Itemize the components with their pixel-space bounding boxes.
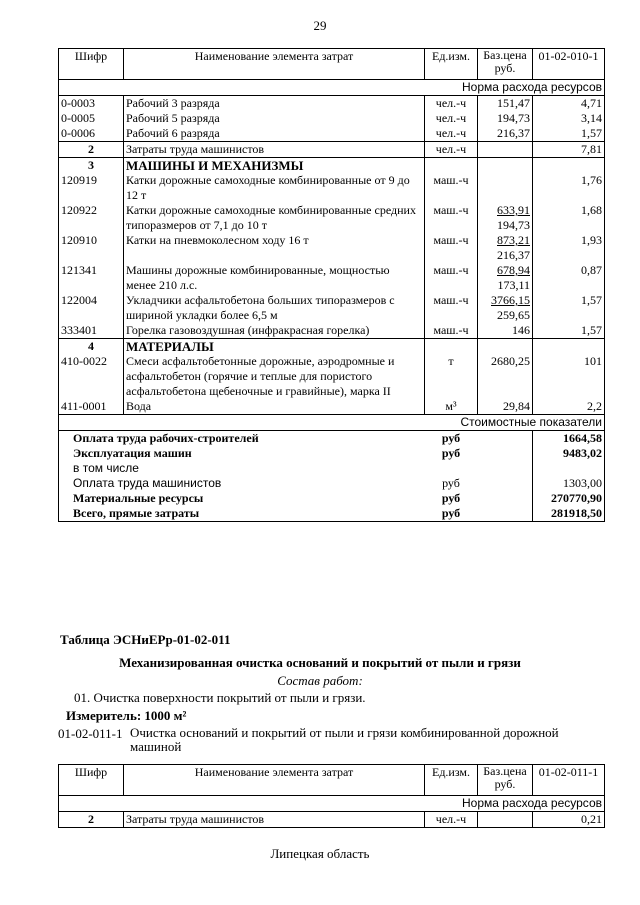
footer-region: Липецкая область [270, 846, 370, 861]
row-price-main: 146 [512, 323, 530, 337]
table2-header-row [59, 765, 605, 796]
resource-table-1 [58, 48, 605, 522]
cost-label-row [59, 415, 605, 431]
row-unit: маш.-ч [425, 203, 478, 233]
table-header-row [59, 49, 605, 80]
summary-empty [478, 446, 533, 461]
row-price-secondary: 216,37 [497, 248, 530, 262]
table-row [59, 173, 605, 203]
row-code: 0-0003 [59, 96, 124, 112]
row-name: Машины дорожные комбинированные, мощностью менее 210 л.с. [124, 263, 425, 293]
norm-label: Норма расхода ресурсов [533, 80, 605, 96]
row-unit: м³ [425, 399, 478, 415]
row-name: Катки дорожные самоходные комбинированные от 9 до 12 т [124, 173, 425, 203]
row-price-main: 2680,25 [491, 354, 530, 368]
row-price [478, 399, 533, 415]
row-name: Катки на пневмоколесном ходу 16 т [124, 233, 425, 263]
row-code: 2 [59, 142, 124, 158]
header-col: 01-02-010-1 [533, 49, 605, 80]
table-row [59, 203, 605, 233]
row-value: 7,81 [533, 142, 605, 158]
table-row [59, 293, 605, 323]
summary-name: в том числе [59, 461, 425, 476]
row-name: Затраты труда машинистов [124, 812, 425, 828]
row-unit: маш.-ч [425, 173, 478, 203]
row-value: 1,57 [533, 323, 605, 339]
table-row [59, 323, 605, 339]
section-heading: Механизированная очистка оснований и покрытий от пыли и грязи [119, 655, 521, 670]
summary-value: 1303,00 [533, 476, 605, 491]
row-name: Рабочий 6 разряда [124, 126, 425, 142]
row-price [478, 158, 533, 174]
summary-unit: руб [425, 506, 478, 522]
row-price [478, 354, 533, 399]
summary-row [59, 431, 605, 447]
table-row [59, 142, 605, 158]
row-unit: маш.-ч [425, 293, 478, 323]
row-value: 4,71 [533, 96, 605, 112]
row-name: Горелка газовоздушная (инфракрасная горелка) [124, 323, 425, 339]
table-row [59, 126, 605, 142]
row-price-secondary: 173,11 [497, 278, 530, 292]
row-value: 1,76 [533, 173, 605, 203]
row-unit: чел.-ч [425, 96, 478, 112]
row-price [478, 96, 533, 112]
row-name: Рабочий 3 разряда [124, 96, 425, 112]
item-code: 01-02-011-1 [58, 726, 123, 741]
row-price-main: 216,37 [497, 126, 530, 140]
summary-empty [478, 461, 533, 476]
row-unit: чел.-ч [425, 126, 478, 142]
row-name: Вода [124, 399, 425, 415]
row-price-main: 29,84 [503, 399, 530, 413]
row-unit: чел.-ч [425, 142, 478, 158]
summary-empty [478, 476, 533, 491]
measure: Измеритель: 1000 м² [66, 708, 187, 723]
row-unit [425, 339, 478, 355]
table-row [59, 233, 605, 263]
summary-unit: руб [425, 431, 478, 447]
summary-unit: руб [442, 476, 460, 490]
summary-name: Всего, прямые затраты [59, 506, 425, 522]
header-unit: Ед.изм. [425, 49, 478, 80]
row-price [478, 263, 533, 293]
row-price-main: 678,94 [497, 263, 530, 277]
header-col: 01-02-011-1 [533, 765, 605, 796]
row-value [533, 158, 605, 174]
summary-unit: руб [441, 491, 461, 505]
row-value: 1,93 [533, 233, 605, 263]
summary-value: 1664,58 [533, 431, 605, 447]
row-name: МАТЕРИАЛЫ [124, 339, 425, 355]
row-unit: т [425, 354, 478, 399]
row-value [533, 339, 605, 355]
header-name: Наименование элемента затрат [124, 765, 425, 796]
row-code: 2 [59, 812, 124, 828]
summary-unit: руб [441, 446, 461, 460]
row-value: 3,14 [533, 111, 605, 126]
summary-empty [478, 506, 533, 522]
row-price [478, 293, 533, 323]
norm-label-row [59, 80, 605, 96]
row-value: 0,21 [533, 812, 605, 828]
header-price: Баз.цена руб. [478, 49, 533, 80]
row-price-main: 151,47 [497, 96, 530, 110]
row-value: 1,57 [533, 126, 605, 142]
header-code: Шифр [59, 765, 124, 796]
row-code: 3 [59, 158, 124, 174]
row-code: 120910 [59, 233, 124, 263]
row-name: МАШИНЫ И МЕХАНИЗМЫ [124, 158, 425, 174]
row-price-secondary: 259,65 [497, 308, 530, 322]
row-price-secondary: 194,73 [497, 218, 530, 232]
summary-name: Оплата труда машинистов [59, 476, 425, 491]
row-price [478, 339, 533, 355]
summary-name: Эксплуатация машин [59, 446, 425, 461]
work-title: Состав работ: [277, 673, 363, 688]
row-code: 120922 [59, 203, 124, 233]
work-item: 01. Очистка поверхности покрытий от пыли и грязи. [74, 690, 366, 705]
table-row [59, 354, 605, 399]
summary-value: 270770,90 [533, 491, 605, 506]
summary-row [59, 446, 605, 461]
table-row [59, 399, 605, 415]
row-unit: маш.-ч [425, 233, 478, 263]
header-unit: Ед.изм. [425, 765, 478, 796]
summary-empty [478, 491, 533, 506]
row-unit: маш.-ч [425, 263, 478, 293]
row-name: Смеси асфальтобетонные дорожные, аэродромные и асфальтобетон (горячие и теплые для пористого асфальтобетона щебеночные и гравийные), марка II [124, 354, 425, 399]
row-name: Катки дорожные самоходные комбинированные средних типоразмеров от 7,1 до 10 т [124, 203, 425, 233]
row-code: 333401 [59, 323, 124, 339]
row-value: 1,57 [533, 293, 605, 323]
table-row [59, 96, 605, 112]
row-code: 4 [59, 339, 124, 355]
row-code: 0-0005 [59, 111, 124, 126]
cost-label: Стоимостные показатели [533, 415, 605, 431]
table-title: Таблица ЭСНиЕРр-01-02-011 [60, 632, 231, 647]
table-row [59, 158, 605, 174]
item-text: Очистка оснований и покрытий от пыли и грязи комбинированной дорожной машиной [130, 725, 559, 754]
row-name: Рабочий 5 разряда [124, 111, 425, 126]
row-code: 410-0022 [59, 354, 124, 399]
row-value: 2,2 [533, 399, 605, 415]
row-price [478, 203, 533, 233]
row-value: 1,68 [533, 203, 605, 233]
row-value: 0,87 [533, 263, 605, 293]
row-name: Укладчики асфальтобетона больших типоразмеров с шириной укладки более 6,5 м [124, 293, 425, 323]
summary-value [533, 461, 605, 476]
summary-name: Оплата труда рабочих-строителей [59, 431, 425, 447]
row-unit: чел.-ч [425, 812, 478, 828]
row-price-main: 3766,15 [491, 293, 530, 307]
header-name: Наименование элемента затрат [124, 49, 425, 80]
norm-label-row [59, 796, 605, 812]
row-price-main: 194,73 [497, 111, 530, 125]
summary-value: 281918,50 [533, 506, 605, 522]
table-row [59, 263, 605, 293]
row-price [478, 233, 533, 263]
header-price: Баз.цена руб. [478, 765, 533, 796]
page-number: 29 [313, 18, 327, 33]
table-row [59, 111, 605, 126]
row-price [478, 126, 533, 142]
row-price [478, 323, 533, 339]
row-code: 411-0001 [59, 399, 124, 415]
summary-value: 9483,02 [533, 446, 605, 461]
row-code: 0-0006 [59, 126, 124, 142]
row-price [478, 111, 533, 126]
row-name: Затраты труда машинистов [124, 142, 425, 158]
row-price [478, 142, 533, 158]
row-code: 120919 [59, 173, 124, 203]
summary-row [59, 491, 605, 506]
row-price-main: 633,91 [497, 203, 530, 217]
summary-row [59, 506, 605, 522]
row-value: 101 [533, 354, 605, 399]
summary-unit [425, 461, 478, 476]
row-unit: маш.-ч [425, 323, 478, 339]
row-price [478, 173, 533, 203]
norm-label: Норма расхода ресурсов [533, 796, 605, 812]
resource-table-2 [58, 764, 605, 828]
row-code: 121341 [59, 263, 124, 293]
summary-row [59, 476, 605, 491]
summary-empty [478, 431, 533, 447]
row-price [478, 812, 533, 828]
summary-name: Материальные ресурсы [59, 491, 425, 506]
summary-row [59, 461, 605, 476]
row-code: 122004 [59, 293, 124, 323]
row-unit [425, 158, 478, 174]
table-row [59, 812, 605, 828]
row-price-main: 873,21 [497, 233, 530, 247]
table-row [59, 339, 605, 355]
header-code: Шифр [59, 49, 124, 80]
row-unit: чел.-ч [425, 111, 478, 126]
